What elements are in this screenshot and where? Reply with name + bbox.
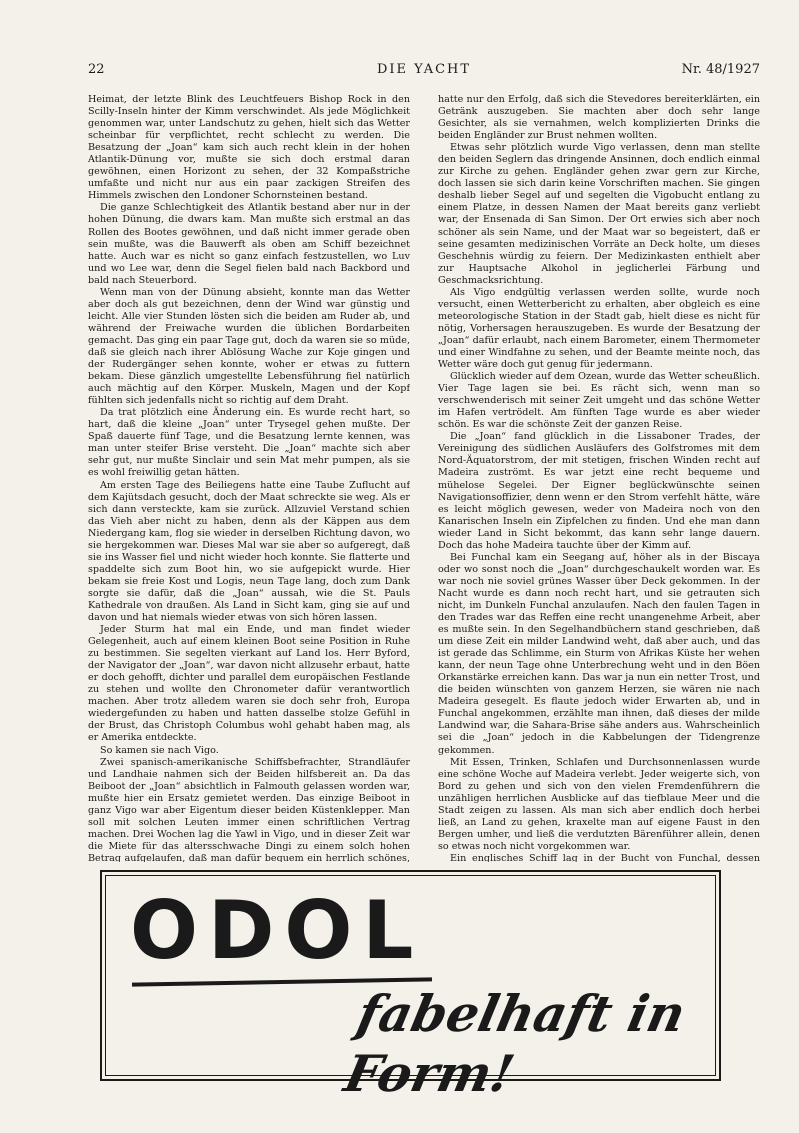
paragraph: Die „Joan“ fand glücklich in die Lissaboner Trades, der Vereinigung des südlichen Ausläufers des Golfstromes mit dem Nord-Äquatorstrom, der mit stetigen, frischen Winden recht auf Madeira zuströmt. Es war jetzt eine recht bequeme und mühelose Segelei. Der Eigner beglückwünschte seinen Navigationsoffizier, denn wenn er den Strom verfehlt hätte, wäre es leicht möglich gewesen, weder von Madeira noch von den Kanarischen Inseln ein Zipfelchen zu finden. Und ehe man dann wieder Land in Sicht bekommt, das kann sehr lange dauern. Doch das hohe Madeira tauchte über der Kimm auf. (438, 431, 760, 551)
paragraph: Die ganze Schlechtigkeit des Atlantik bestand aber nur in der hohen Dünung, die dwars kam. Man mußte sich erstmal an das Rollen des Bootes gewöhnen, und daß nicht immer gerade oben sein mußte, was die Bauwerft als oben am Schiff bezeichnet hatte. Auch war es nicht so ganz einfach festzustellen, wo Luv und wo Lee war, denn die Segel fielen bald nach Backbord und bald nach Steuerbord. (88, 202, 410, 286)
paragraph: Ein englisches Schiff lag in der Bucht von Funchal, dessen (450, 852, 760, 862)
issue-number: Nr. 48/1927 (681, 62, 760, 77)
page-number: 22 (88, 62, 105, 77)
paragraph: Am ersten Tage des Beiliegens hatte eine Taube Zuflucht auf dem Kajütsdach gesucht, doch der Maat schreckte sie weg. Als er sich dann versteckte, kam sie zurück. Allzuviel Verstand schien das Vieh aber nicht zu haben, denn als der Käppen aus dem Niedergang kam, flog sie wieder in derselben Richtung davon, wo sie hergekommen war. Dieses Mal war sie aber so aufgeregt, daß sie ins Wasser fiel und nicht wieder hoch konnte. Sie flatterte und spaddelte sich zum Boot hin, wo sie aufgepickt wurde. Hier bekam sie freie Kost und Logis, neun Tage lang, doch zum Dank sorgte sie dafür, daß die „Joan“ aussah, wie die St. Pauls Kathedrale von draußen. Als Land in Sicht kam, ging sie auf und davon und hat niemals wieder etwas von sich hören lassen. (88, 479, 410, 624)
paragraph: Da trat plötzlich eine Änderung ein. Es wurde recht hart, so hart, daß die kleine „Joan“ unter Trysegel gehen mußte. Der Spaß dauerte fünf Tage, und die Besatzung lernte kennen, was man unter steifer Brise versteht. Die „Joan“ machte sich aber sehr gut, nur mußte Sinclair und sein Mat mehr pumpen, als sie es wohl freiwillig getan hätten. (88, 407, 410, 479)
paragraph: Glücklich wieder auf dem Ozean, wurde das Wetter scheußlich. Vier Tage lagen sie bei. Es rächt sich, wenn man so verschwenderisch mit seiner Zeit umgeht und das schöne Wetter im Hafen vertrödelt. Am fünften Tage wurde es aber wieder schön. Es war die schönste Zeit der ganzen Reise. (438, 371, 760, 431)
paragraph: Wenn man von der Dünung absieht, konnte man das Wetter aber doch als gut bezeichnen, denn der Wind war günstig und leicht. Alle vier Stunden lösten sich die beiden am Ruder ab, und während der Freiwache wurden die üblichen Bordarbeiten gemacht. Das ging ein paar Tage gut, doch da waren sie so müde, daß sie gleich nach ihrer Ablösung Wache zur Koje gingen und der Rudergänger sehen konnte, woher er etwas zu futtern bekam. Diese gänzlich umgestellte Lebensführung fiel natürlich auch mächtig auf den Körper. Muskeln, Magen und der Kopf fühlten sich jedenfalls nicht so richtig auf dem Draht. (88, 286, 410, 407)
right-column (438, 94, 760, 862)
paragraph: Mit Essen, Trinken, Schlafen und Durchsonnenlassen wurde eine schöne Woche auf Madeira verlebt. Jeder weigerte sich, von Bord zu gehen und sich von den vielen Fremdenführern die unzähligen herrlichen Ausblicke auf das tiefblaue Meer und die Stadt zeigen zu lassen. Als man sich aber endlich doch herbei ließ, an Land zu gehen, kraxelte man auf eigene Faust in den Bergen umher, und ließ die verdutzten Bärenführer allein, denen so etwas noch nicht vorgekommen war. (438, 756, 760, 852)
paragraph: Heimat, der letzte Blink des Leuchtfeuers Bishop Rock in den Scilly-Inseln hinter der Kimm verschwindet. Als jede Möglichkeit genommen war, unter Landschutz zu gehen, hielt sich das Wetter scheinbar für verpflichtet, recht schlecht zu werden. Die Besatzung der „Joan“ kam sich auch recht klein in der hohen Atlantik-Dünung vor, mußte sie sich doch erstmal daran gewöhnen, einen Horizont zu sehen, der 32 Kompaßstriche umfaßte und nicht nur aus ein paar zackigen Streifen des Himmels zwischen den Londoner Schornsteinen bestand. (88, 94, 410, 202)
magazine-title: DIE YACHT (376, 62, 472, 77)
paragraph: Bei Funchal kam ein Seegang auf, höher als in der Biscaya oder wo sonst noch die „Joan“ durchgeschaukelt worden war. Es war noch nie soviel grünes Wasser über Deck gekommen. In der Nacht wurde es dann noch recht hart, und sie getrauten sich nicht, im Dunkeln Funchal anzulaufen. Nach den faulen Tagen in den Trades war das Reffen eine recht unangenehme Arbeit, aber es mußte sein. In den Segelhandbüchern stand geschrieben, daß um diese Zeit ein milder Landwind weht, daß aber auch, und das ist gerade das Schlimme, ein Sturm von Afrikas Küste her wehen kann, der neun Tage ohne Unterbrechung weht und in den Böen Orkanstärke erreichen kann. Das war ja nun ein netter Trost, und die beiden wünschten von ganzem Herzen, sie wären nie nach Madeira gesegelt. Es flaute jedoch wider Erwarten ab, und in Funchal angekommen, erzählte man ihnen, daß dieses der milde Landwind war, die Sahara-Brise sähe anders aus. Wahrscheinlich sei die „Joan“ jedoch in die Kabbelungen der Tidengrenze gekommen. (438, 551, 760, 756)
paragraph: Etwas sehr plötzlich wurde Vigo verlassen, denn man stellte den beiden Seglern das dringende Ansinnen, doch endlich einmal zur Kirche zu gehen. Engländer gehen zwar gern zur Kirche, doch lassen sie sich darin keine Vorschriften machen. Sie gingen deshalb lieber Segel auf und segelten die Vigobucht entlang zu einem Platze, in dessen Namen der Maat bereits ganz verliebt war, der Ensenada di San Simon. Der Ort erwies sich aber noch schöner als sein Name, und der Maat war so begeistert, daß er seine gesamten medizinischen Vorräte an Deck holte, um dieses Geschehnis würdig zu feiern. Der Medizinkasten enthielt aber zur Hauptsache Alkohol in jeglicherlei Färbung und Geschmacksrichtung. (438, 142, 760, 286)
article-body (88, 94, 760, 862)
paragraph: So kamen sie nach Vigo. (100, 744, 219, 756)
ad-brand-name: ODOL (130, 884, 424, 977)
paragraph: Jeder Sturm hat mal ein Ende, und man findet wieder Gelegenheit, auch auf einem kleinen Boot seine Position in Ruhe zu bestimmen. Sie segelten vierkant auf Land los. Herr Byford, der Navigator der „Joan“, war davon nicht allzusehr erbaut, hatte er doch gehofft, dichter und parallel dem europäischen Festlande zu stehen und wollte den Chronometer dafür verantwortlich machen. Aber trotz alledem waren sie doch sehr froh, Europa wiedergefunden zu haben und hatten dasselbe stolze Gefühl in der Brust, das Christoph Columbus wohl gehabt haben mag, als er Amerika entdeckte. (88, 624, 410, 744)
odol-advertisement (100, 870, 721, 1103)
paragraph: Zwei spanisch-amerikanische Schiffsbefrachter, Strandläufer und Landhaie nahmen sich der Beiden hilfsbereit an. Da das Beiboot der „Joan“ absichtlich in Falmouth gelassen worden war, mußte hier ein Ersatz gemietet werden. Das einzige Beiboot in ganz Vigo war aber Eigentum dieser beiden Küstenklepper. Man soll mit solchen Leuten immer einen schriftlichen Vertrag machen. Drei Wochen lag die Yawl in Vigo, und in dieser Zeit war die Miete für das altersschwache Dingi zu einem solch hohen Betrag aufgelaufen, daß man dafür bequem ein herrlich schönes, (88, 756, 410, 862)
paragraph: hatte nur den Erfolg, daß sich die Stevedores bereiterklärten, ein Getränk auszugeben. Sie machten aber doch sehr lange Gesichter, als sie vernahmen, welch komplizierten Drinks die beiden Engländer zur Brust nehmen wollten. (438, 94, 760, 142)
page-header (88, 62, 760, 86)
ad-slogan: fabelhaft in Form! (339, 984, 691, 1103)
paragraph: Als Vigo endgültig verlassen werden sollte, wurde noch versucht, einen Wetterbericht zu erhalten, aber obgleich es eine meteorologische Station in der Stadt gab, hielt diese es nicht für nötig, Vorhersagen herauszugeben. Es wurde der Besatzung der „Joan“ dafür erlaubt, nach einem Barometer, einem Thermometer und einer Windfahne zu sehen, und der Beamte meinte noch, das Wetter wäre doch gut genug für jedermann. (438, 286, 760, 371)
left-column (88, 94, 410, 862)
